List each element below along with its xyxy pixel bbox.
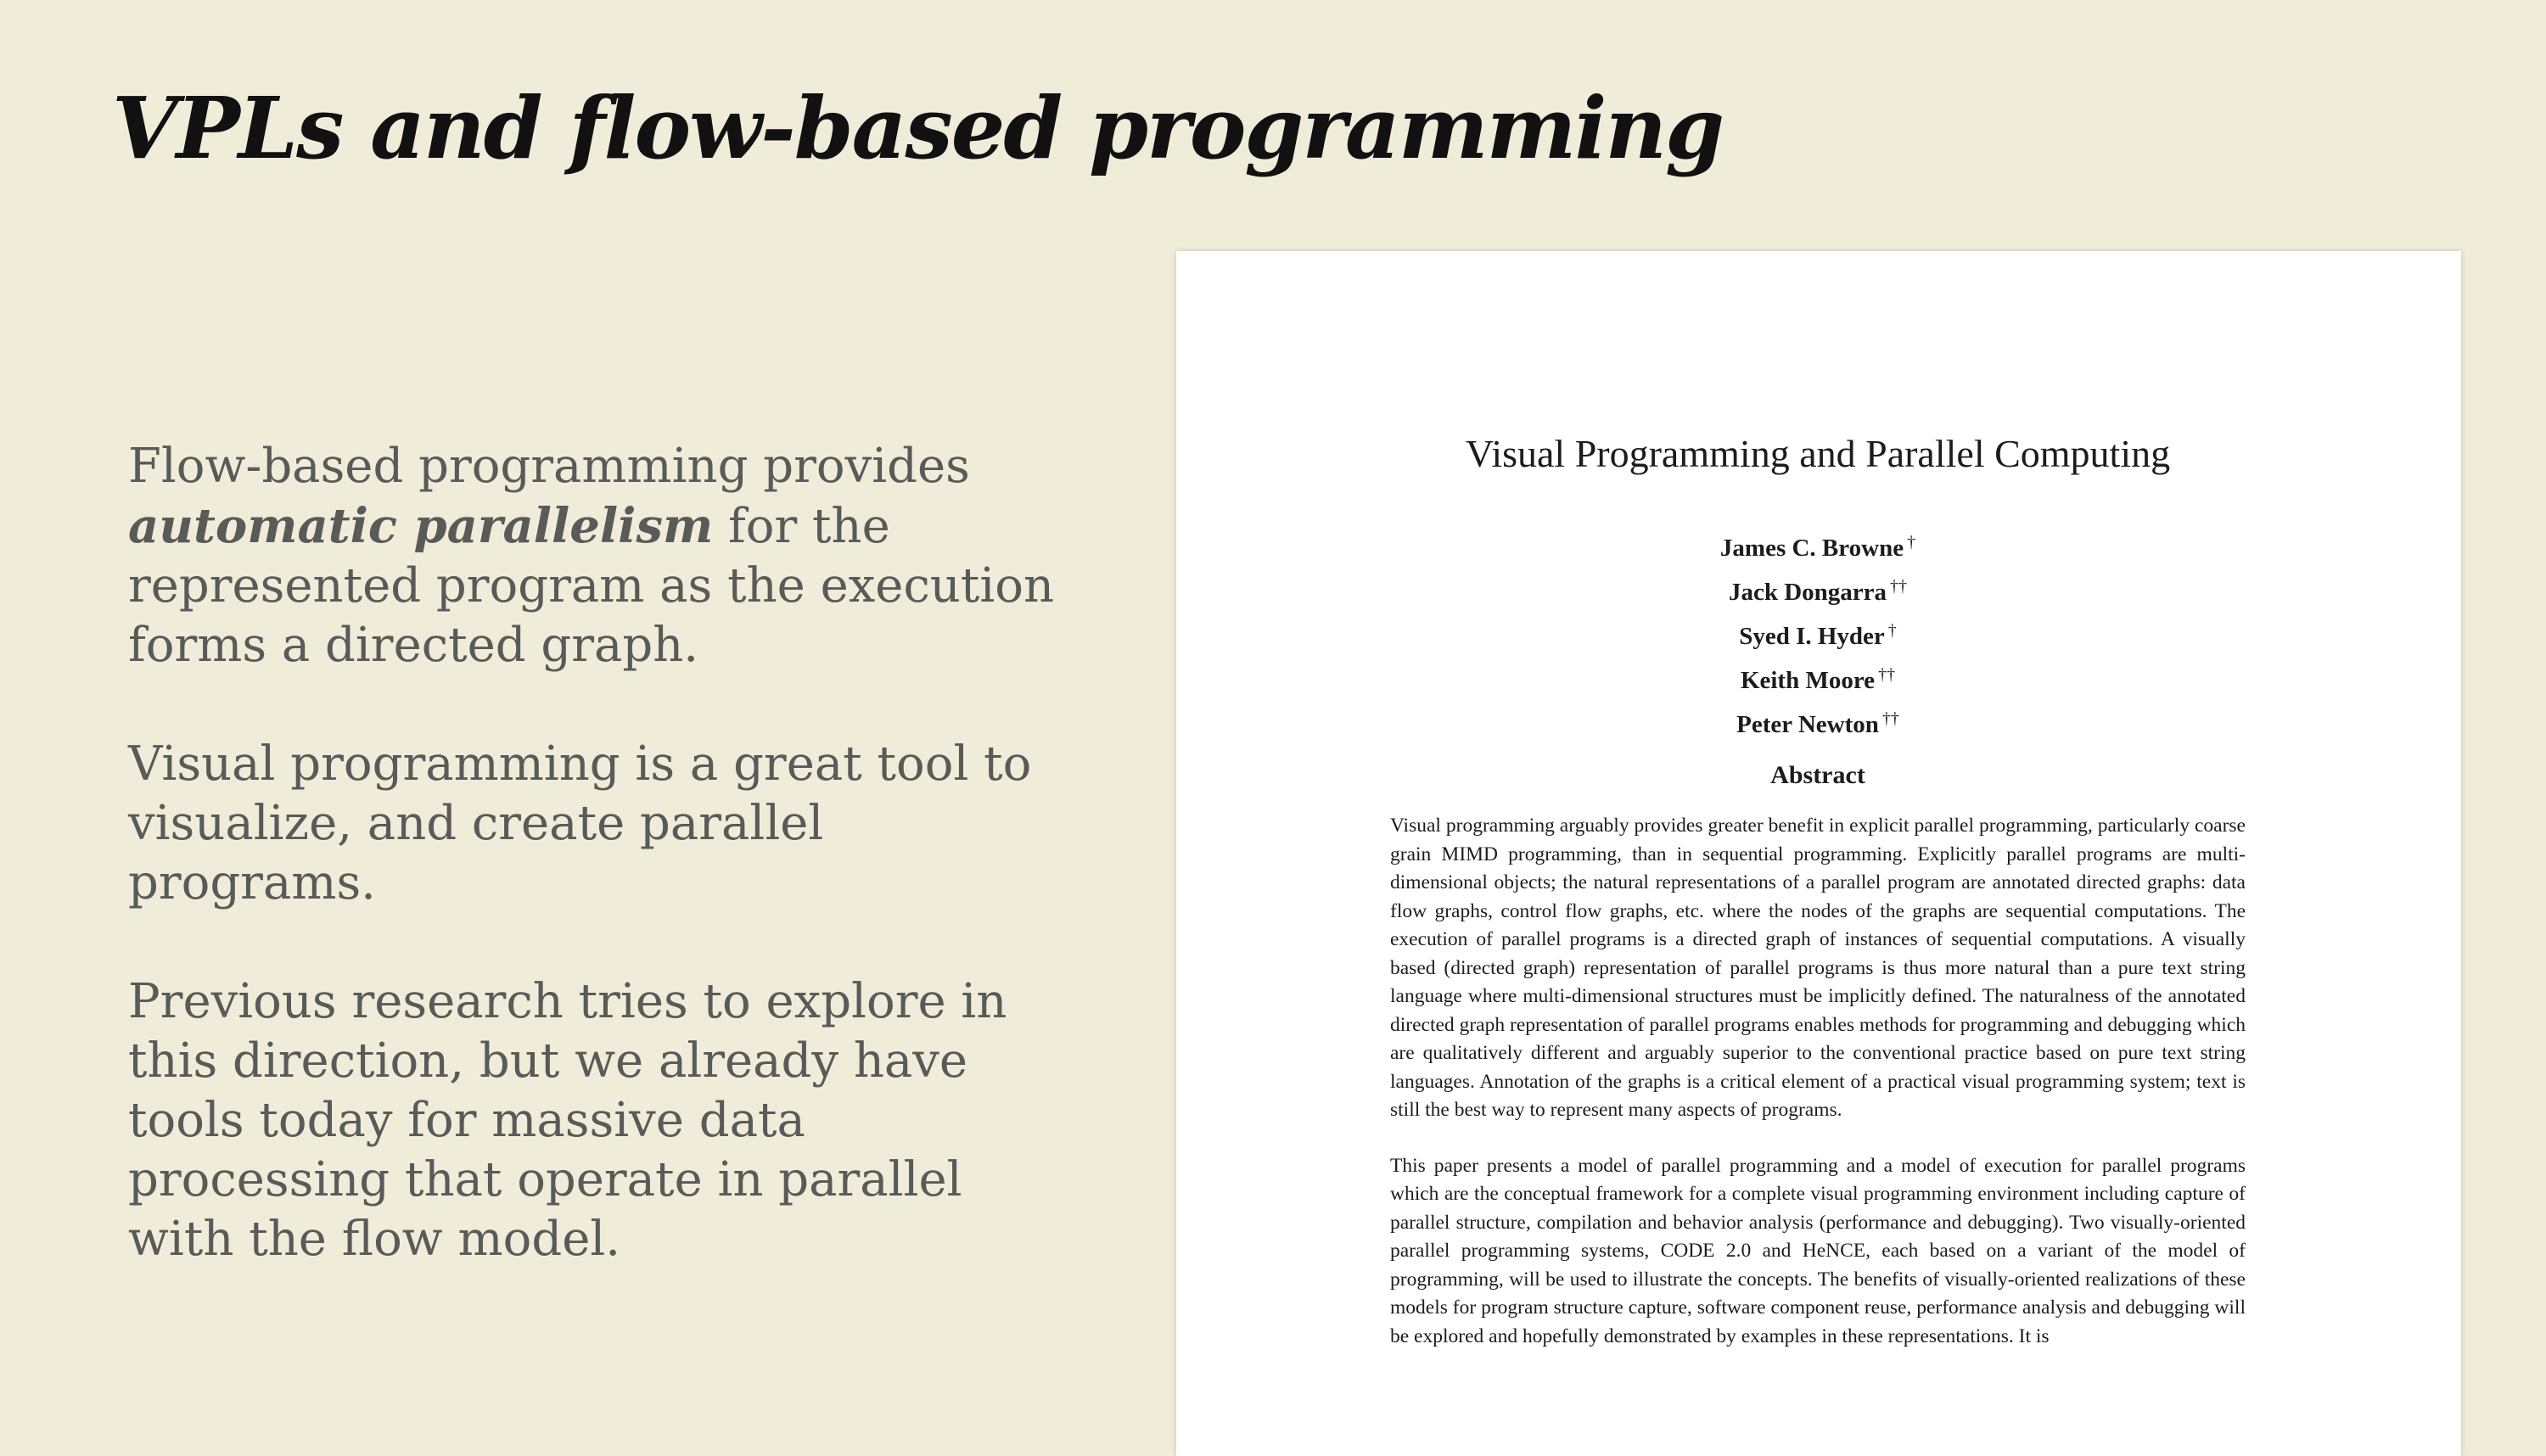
paper-page-image (1176, 251, 2461, 1456)
paper-title: Visual Programming and Parallel Computing (1465, 432, 2171, 475)
affiliation-mark: †† (1878, 665, 1896, 684)
para1-text-end: for the represented program as the execution forms a directed graph. (128, 499, 1055, 673)
abstract-heading: Abstract (1770, 761, 1865, 789)
author-name: Syed I. Hyder (1739, 623, 1885, 650)
author-name: Peter Newton (1736, 711, 1879, 738)
author-name: Keith Moore (1740, 667, 1876, 694)
slide-title: VPLs and flow-based programming (112, 78, 1724, 178)
author-item (1390, 656, 2246, 700)
author-item (1390, 524, 2246, 568)
author-item (1390, 700, 2246, 744)
affiliation-mark: †† (1881, 709, 1899, 728)
abstract-paragraph-2: This paper presents a model of parallel programming and a model of execution for parallel programs which are the conceptual framework for a complete visual programming environment including capture of parallel structure, compilation and behavior analysis (performance and debugging). Two visually-oriented parallel programming systems, CODE 2.0 and HeNCE, each based on a variant of the model of programming, will be used to illustrate the concepts. The benefits of visually-oriented realizations of these models for program structure capture, software component reuse, performance analysis and debugging will be explored and hopefully demonstrated by examples in these representations. It is (1390, 1154, 2246, 1347)
emphasis-automatic-parallelism: automatic parallelism (128, 498, 714, 554)
body-paragraph-2: Visual programming is a great tool to visualize, and create parallel programs. (128, 736, 1032, 910)
abstract-paragraph-1: Visual programming arguably provides greater benefit in explicit parallel programming, particularly coarse grain MIMD programming, than in sequential programming. Explicitly parallel programs are multi-dimensional objects; the natural representations of a parallel program are annotated directed graphs: data flow graphs, control flow graphs, etc. where the nodes of the graphs are sequential computations. The execution of parallel programs is a directed graph of instances of sequential computations. A visually based (directed graph) representation of parallel programs is thus more natural than a pure text string language where multi-dimensional structures must be implicitly defined. The naturalness of the annotated directed graph representation of parallel programs enables methods for programming and debugging which are qualitatively different and arguably superior to the conventional practice based on pure text string languages. Annotation of the graphs is a critical element of a practical visual programming system; text is still the best way to represent many aspects of programs. (1390, 815, 2246, 1121)
body-paragraph-1 (128, 437, 1070, 675)
author-item (1390, 568, 2246, 612)
author-name: Jack Dongarra (1728, 579, 1887, 606)
body-paragraph-3: Previous research tries to explore in this direction, but we already have tools today for massive data processing that operate in parallel with the flow model. (128, 974, 1007, 1267)
paper-authors (1390, 524, 2246, 744)
author-name: James C. Browne (1719, 535, 1904, 562)
affiliation-mark: † (1887, 621, 1897, 640)
para1-text-start: Flow-based programming provides (128, 439, 970, 494)
affiliation-mark: †† (1890, 577, 1908, 596)
author-item (1390, 612, 2246, 656)
paper-content (1390, 431, 2246, 1378)
slide-body (128, 437, 1070, 1329)
affiliation-mark: † (1907, 533, 1916, 552)
